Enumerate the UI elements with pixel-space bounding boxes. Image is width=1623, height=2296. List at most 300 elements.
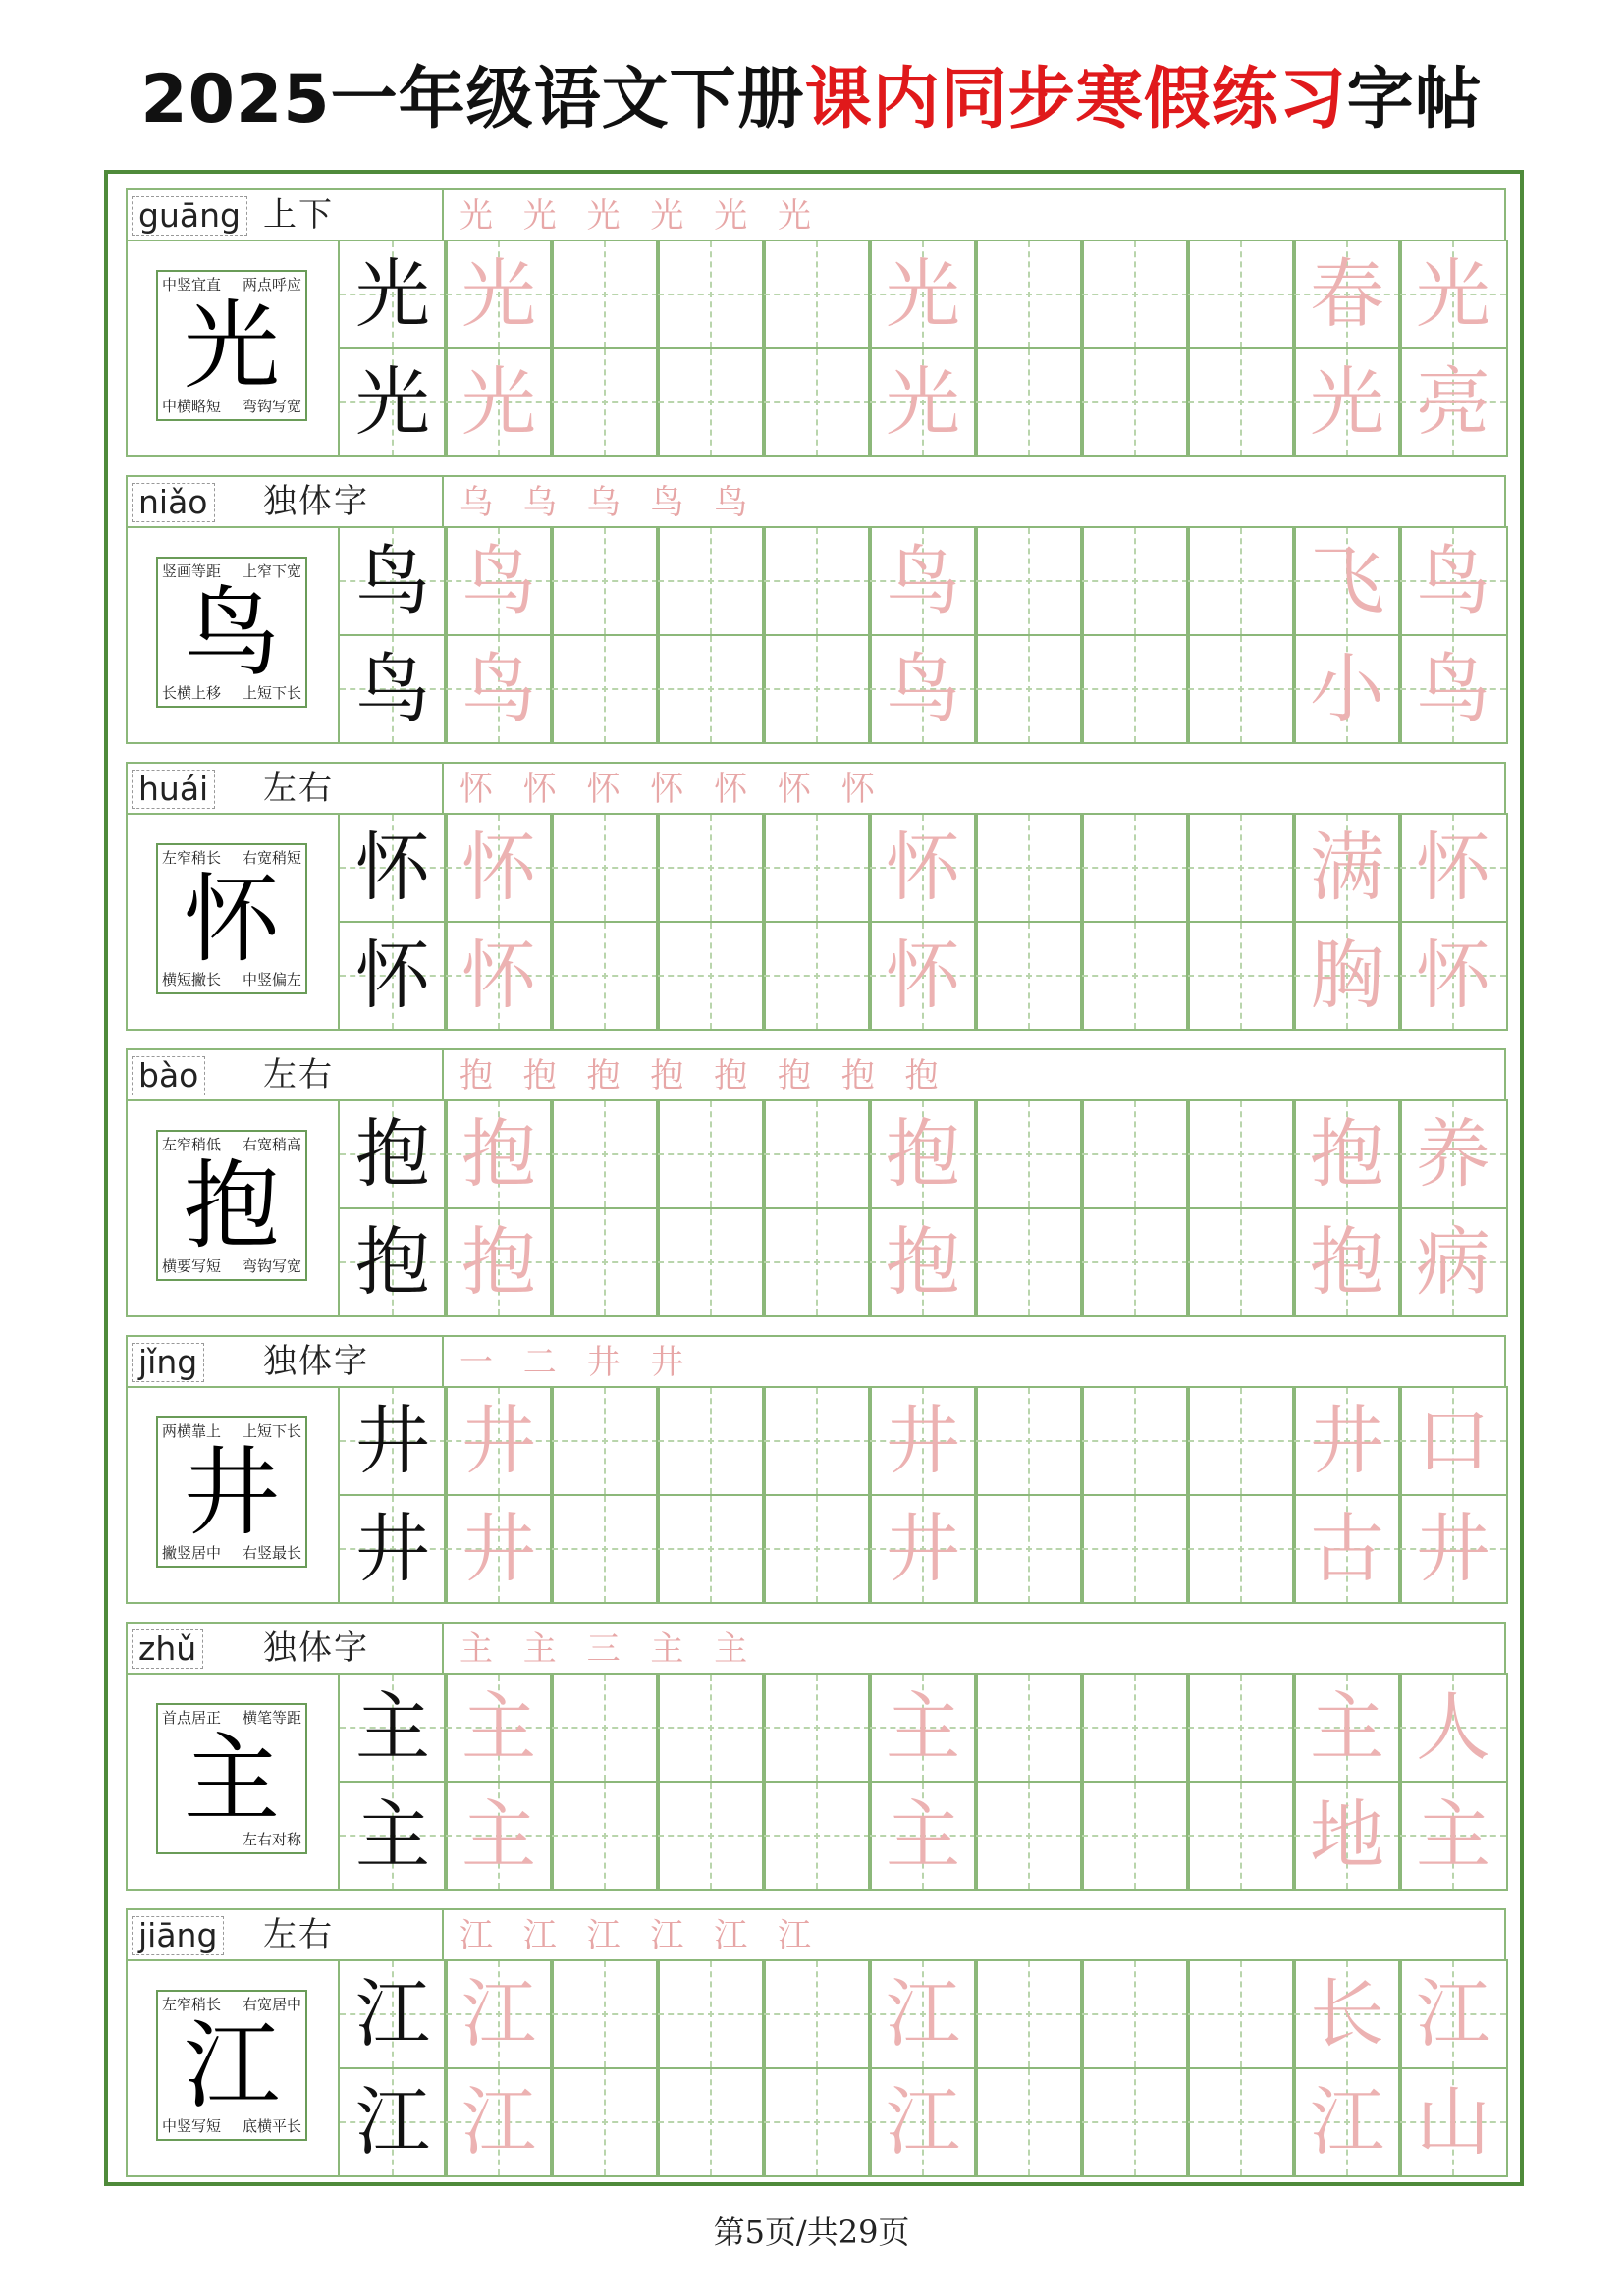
writing-cell[interactable]	[1186, 347, 1296, 457]
writing-cell[interactable]	[1292, 240, 1402, 349]
trace-character: 鸟	[461, 645, 536, 732]
tip-bottom-left: 中横略短	[162, 398, 222, 415]
practice-section	[126, 475, 1504, 742]
stroke-order: 一 二 井 井	[460, 1343, 694, 1382]
stroke-order: 乌 乌 乌 鸟 鸟	[460, 483, 758, 522]
word-trace-character: 主	[1416, 1791, 1490, 1879]
writing-cell[interactable]	[1080, 1099, 1190, 1209]
writing-cell[interactable]	[974, 1494, 1084, 1604]
writing-grid	[338, 1386, 1504, 1602]
model-character: 怀	[355, 932, 430, 1019]
writing-cell[interactable]	[444, 1494, 554, 1604]
writing-cell[interactable]	[1080, 634, 1190, 744]
writing-cell[interactable]	[1080, 240, 1190, 349]
writing-cell[interactable]	[762, 526, 872, 636]
tip-top-right: 右宽稍高	[242, 1136, 301, 1153]
word-trace-character: 怀	[1416, 824, 1490, 911]
writing-cell[interactable]	[444, 813, 554, 923]
writing-cell[interactable]	[444, 2067, 554, 2177]
model-character: 鸟	[355, 645, 430, 732]
page-number: 第5页/共29页	[713, 2214, 910, 2251]
writing-cell[interactable]	[1186, 813, 1296, 923]
pinyin-label: huái	[132, 770, 215, 809]
writing-cell[interactable]	[1398, 1099, 1508, 1209]
writing-cell[interactable]	[1186, 1781, 1296, 1891]
writing-cell[interactable]	[1186, 1494, 1296, 1604]
word-trace-character: 光	[1310, 358, 1384, 446]
writing-cell[interactable]	[974, 347, 1084, 457]
pinyin-label: bào	[132, 1056, 205, 1095]
writing-cell[interactable]	[974, 1673, 1084, 1783]
writing-grid	[338, 1099, 1504, 1315]
writing-cell[interactable]	[1186, 1386, 1296, 1496]
writing-cell[interactable]	[1398, 1207, 1508, 1317]
writing-cell[interactable]	[550, 921, 660, 1031]
word-trace-character: 长	[1310, 1970, 1384, 2057]
writing-cell[interactable]	[550, 526, 660, 636]
example-box	[126, 1673, 340, 1891]
example-character: 井	[183, 1437, 280, 1549]
pinyin-label: guāng	[132, 196, 247, 236]
writing-cell[interactable]	[974, 1781, 1084, 1891]
writing-cell[interactable]	[762, 921, 872, 1031]
section-header	[126, 1622, 1506, 1675]
writing-cell[interactable]	[656, 1207, 766, 1317]
writing-cell[interactable]	[1398, 1959, 1508, 2069]
structure-label: 独体字	[263, 1342, 369, 1381]
writing-cell[interactable]	[550, 1099, 660, 1209]
stroke-order: 抱 抱 抱 抱 抱 抱 抱 抱	[460, 1056, 948, 1095]
writing-cell[interactable]	[762, 813, 872, 923]
model-character: 江	[355, 1970, 430, 2057]
writing-cell[interactable]	[656, 634, 766, 744]
writing-cell[interactable]	[444, 347, 554, 457]
writing-cell[interactable]	[974, 1959, 1084, 2069]
structure-label: 左右	[263, 1055, 334, 1095]
writing-cell[interactable]	[1398, 240, 1508, 349]
tip-bottom-left: 撇竖居中	[162, 1544, 222, 1562]
example-character: 抱	[183, 1150, 280, 1262]
tip-top-right: 右宽稍短	[242, 849, 301, 867]
writing-cell[interactable]	[1080, 1673, 1190, 1783]
writing-cell[interactable]	[868, 1099, 978, 1209]
trace-character: 怀	[461, 932, 536, 1019]
model-character: 抱	[355, 1110, 430, 1198]
practice-section	[126, 188, 1504, 455]
example-box	[126, 813, 340, 1031]
model-character: 光	[355, 358, 430, 446]
writing-cell[interactable]	[338, 1673, 448, 1783]
trace-character: 抱	[886, 1110, 960, 1198]
writing-cell[interactable]	[1292, 347, 1402, 457]
writing-cell[interactable]	[444, 1099, 554, 1209]
tip-bottom-right: 左右对称	[242, 1831, 301, 1848]
writing-cell[interactable]	[868, 1959, 978, 2069]
writing-cell[interactable]	[1080, 1386, 1190, 1496]
tip-top-right: 横笔等距	[242, 1709, 301, 1727]
writing-cell[interactable]	[868, 1386, 978, 1496]
section-header	[126, 1048, 1506, 1101]
trace-character: 抱	[461, 1218, 536, 1306]
word-trace-character: 满	[1310, 824, 1384, 911]
trace-character: 鸟	[461, 537, 536, 624]
word-trace-character: 飞	[1310, 537, 1384, 624]
trace-character: 怀	[461, 824, 536, 911]
writing-cell[interactable]	[762, 1207, 872, 1317]
model-character: 怀	[355, 824, 430, 911]
trace-character: 主	[886, 1791, 960, 1879]
example-card	[156, 270, 307, 421]
writing-cell[interactable]	[1292, 1099, 1402, 1209]
writing-cell[interactable]	[762, 1386, 872, 1496]
writing-cell[interactable]	[550, 813, 660, 923]
writing-cell[interactable]	[1186, 1673, 1296, 1783]
writing-cell[interactable]	[1080, 1959, 1190, 2069]
example-character: 江	[183, 2010, 280, 2122]
tip-top-right: 两点呼应	[242, 276, 301, 294]
structure-label: 上下	[263, 195, 334, 235]
example-box	[126, 1386, 340, 1604]
trace-character: 江	[886, 2078, 960, 2165]
writing-cell[interactable]	[1292, 1673, 1402, 1783]
writing-cell[interactable]	[1186, 921, 1296, 1031]
example-card	[156, 557, 307, 708]
trace-character: 井	[886, 1505, 960, 1592]
writing-cell[interactable]	[1398, 347, 1508, 457]
practice-section	[126, 1908, 1504, 2175]
writing-cell[interactable]	[1080, 1207, 1190, 1317]
tip-bottom-left: 横短撇长	[162, 971, 222, 988]
writing-cell[interactable]	[1398, 1386, 1508, 1496]
writing-cell[interactable]	[656, 2067, 766, 2177]
example-character: 主	[183, 1724, 280, 1836]
word-trace-character: 江	[1416, 1970, 1490, 2057]
word-trace-character: 怀	[1416, 932, 1490, 1019]
trace-character: 鸟	[886, 537, 960, 624]
structure-label: 独体字	[263, 482, 369, 521]
word-trace-character: 春	[1310, 250, 1384, 338]
writing-cell[interactable]	[974, 1207, 1084, 1317]
writing-cell[interactable]	[1080, 813, 1190, 923]
writing-grid	[338, 1673, 1504, 1889]
writing-cell[interactable]	[1398, 1494, 1508, 1604]
example-card	[156, 843, 307, 994]
writing-cell[interactable]	[1292, 813, 1402, 923]
title-part1: 2025一年级语文下册	[140, 61, 805, 138]
writing-cell[interactable]	[338, 1959, 448, 2069]
writing-cell[interactable]	[868, 634, 978, 744]
writing-cell[interactable]	[1186, 1959, 1296, 2069]
writing-cell[interactable]	[868, 813, 978, 923]
trace-character: 光	[461, 358, 536, 446]
writing-cell[interactable]	[974, 921, 1084, 1031]
model-character: 主	[355, 1683, 430, 1771]
writing-cell[interactable]	[338, 2067, 448, 2177]
trace-character: 光	[886, 358, 960, 446]
writing-cell[interactable]	[1292, 2067, 1402, 2177]
writing-cell[interactable]	[338, 1386, 448, 1496]
writing-cell[interactable]	[444, 921, 554, 1031]
writing-cell[interactable]	[1186, 526, 1296, 636]
word-trace-character: 胸	[1310, 932, 1384, 1019]
writing-cell[interactable]	[974, 1386, 1084, 1496]
tip-bottom-right: 上短下长	[242, 684, 301, 702]
tip-top-left: 中竖宜直	[162, 276, 222, 294]
writing-cell[interactable]	[868, 2067, 978, 2177]
writing-cell[interactable]	[868, 347, 978, 457]
word-trace-character: 抱	[1310, 1218, 1384, 1306]
word-trace-character: 井	[1416, 1505, 1490, 1592]
section-header	[126, 188, 1506, 241]
tip-bottom-right: 弯钩写宽	[242, 1257, 301, 1275]
writing-cell[interactable]	[762, 240, 872, 349]
example-card	[156, 1416, 307, 1568]
writing-cell[interactable]	[1398, 2067, 1508, 2177]
stroke-order: 江 江 江 江 江 江	[460, 1916, 822, 1955]
example-box	[126, 526, 340, 744]
writing-cell[interactable]	[868, 921, 978, 1031]
writing-cell[interactable]	[550, 2067, 660, 2177]
writing-cell[interactable]	[550, 1959, 660, 2069]
header-divider	[442, 1624, 444, 1673]
pinyin-label: zhǔ	[132, 1629, 203, 1669]
writing-cell[interactable]	[868, 1781, 978, 1891]
example-card	[156, 1130, 307, 1281]
writing-cell[interactable]	[550, 1781, 660, 1891]
writing-cell[interactable]	[550, 1494, 660, 1604]
writing-cell[interactable]	[868, 1494, 978, 1604]
writing-cell[interactable]	[1398, 634, 1508, 744]
writing-cell[interactable]	[762, 1673, 872, 1783]
writing-cell[interactable]	[974, 526, 1084, 636]
writing-cell[interactable]	[1080, 2067, 1190, 2177]
writing-cell[interactable]	[338, 1207, 448, 1317]
page-title	[0, 61, 1623, 139]
writing-cell[interactable]	[1080, 1781, 1190, 1891]
tip-top-right: 右宽居中	[242, 1996, 301, 2013]
word-trace-character: 主	[1310, 1683, 1384, 1771]
section-header	[126, 1335, 1506, 1388]
writing-cell[interactable]	[550, 347, 660, 457]
title-part3: 字帖	[1346, 61, 1483, 138]
writing-grid	[338, 1959, 1504, 2175]
trace-character: 抱	[461, 1110, 536, 1198]
writing-cell[interactable]	[1292, 1386, 1402, 1496]
writing-cell[interactable]	[1292, 526, 1402, 636]
writing-cell[interactable]	[1398, 921, 1508, 1031]
writing-cell[interactable]	[656, 240, 766, 349]
writing-cell[interactable]	[1398, 1781, 1508, 1891]
title-part2: 课内同步寒假练习	[804, 61, 1347, 138]
writing-cell[interactable]	[338, 240, 448, 349]
writing-cell[interactable]	[974, 1099, 1084, 1209]
writing-cell[interactable]	[1186, 1207, 1296, 1317]
tip-top-right: 上窄下宽	[242, 562, 301, 580]
section-header	[126, 1908, 1506, 1961]
header-divider	[442, 1337, 444, 1386]
writing-cell[interactable]	[444, 634, 554, 744]
word-trace-character: 养	[1416, 1110, 1490, 1198]
example-box	[126, 1099, 340, 1317]
tip-top-left: 左窄稍低	[162, 1136, 222, 1153]
section-header	[126, 475, 1506, 528]
trace-character: 井	[886, 1397, 960, 1484]
example-card	[156, 1990, 307, 2141]
writing-cell[interactable]	[1080, 1494, 1190, 1604]
writing-cell[interactable]	[338, 813, 448, 923]
writing-cell[interactable]	[1186, 634, 1296, 744]
writing-cell[interactable]	[868, 1207, 978, 1317]
writing-cell[interactable]	[656, 1099, 766, 1209]
writing-cell[interactable]	[338, 1494, 448, 1604]
word-trace-character: 山	[1416, 2078, 1490, 2165]
practice-section	[126, 1335, 1504, 1602]
writing-cell[interactable]	[1080, 526, 1190, 636]
word-trace-character: 井	[1310, 1397, 1384, 1484]
stroke-order: 主 主 三 主 主	[460, 1629, 758, 1669]
writing-cell[interactable]	[868, 240, 978, 349]
writing-cell[interactable]	[550, 1386, 660, 1496]
example-card	[156, 1703, 307, 1854]
tip-bottom-right: 中竖偏左	[242, 971, 301, 988]
practice-section	[126, 1048, 1504, 1315]
writing-cell[interactable]	[1398, 1673, 1508, 1783]
word-trace-character: 鸟	[1416, 645, 1490, 732]
writing-cell[interactable]	[868, 1673, 978, 1783]
writing-cell[interactable]	[550, 240, 660, 349]
word-trace-character: 地	[1310, 1791, 1384, 1879]
writing-cell[interactable]	[762, 634, 872, 744]
writing-cell[interactable]	[444, 1673, 554, 1783]
writing-cell[interactable]	[338, 1099, 448, 1209]
model-character: 井	[355, 1505, 430, 1592]
writing-cell[interactable]	[1292, 634, 1402, 744]
trace-character: 光	[886, 250, 960, 338]
trace-character: 江	[461, 1970, 536, 2057]
writing-cell[interactable]	[444, 1959, 554, 2069]
word-trace-character: 人	[1416, 1683, 1490, 1771]
writing-cell[interactable]	[762, 1494, 872, 1604]
writing-cell[interactable]	[974, 240, 1084, 349]
word-trace-character: 小	[1310, 645, 1384, 732]
writing-cell[interactable]	[762, 1959, 872, 2069]
writing-cell[interactable]	[1080, 347, 1190, 457]
tip-bottom-left: 中竖写短	[162, 2117, 222, 2135]
writing-cell[interactable]	[656, 1781, 766, 1891]
writing-cell[interactable]	[656, 813, 766, 923]
trace-character: 井	[461, 1397, 536, 1484]
practice-section	[126, 762, 1504, 1029]
tip-top-left: 左窄稍长	[162, 1996, 222, 2013]
writing-cell[interactable]	[550, 1207, 660, 1317]
tip-top-left: 左窄稍长	[162, 849, 222, 867]
model-character: 光	[355, 250, 430, 338]
writing-cell[interactable]	[656, 347, 766, 457]
model-character: 井	[355, 1397, 430, 1484]
writing-cell[interactable]	[338, 921, 448, 1031]
writing-cell[interactable]	[1398, 813, 1508, 923]
writing-cell[interactable]	[762, 1099, 872, 1209]
writing-cell[interactable]	[550, 634, 660, 744]
writing-cell[interactable]	[1186, 240, 1296, 349]
example-box	[126, 1959, 340, 2177]
writing-cell[interactable]	[656, 526, 766, 636]
tip-bottom-right: 底横平长	[242, 2117, 301, 2135]
header-divider	[442, 1050, 444, 1099]
word-trace-character: 亮	[1416, 358, 1490, 446]
tip-bottom-right: 弯钩写宽	[242, 398, 301, 415]
trace-character: 抱	[886, 1218, 960, 1306]
writing-cell[interactable]	[974, 2067, 1084, 2177]
writing-cell[interactable]	[656, 1959, 766, 2069]
writing-cell[interactable]	[868, 526, 978, 636]
writing-cell[interactable]	[338, 634, 448, 744]
writing-cell[interactable]	[1292, 1207, 1402, 1317]
writing-cell[interactable]	[974, 634, 1084, 744]
writing-cell[interactable]	[1186, 2067, 1296, 2177]
writing-cell[interactable]	[444, 240, 554, 349]
header-divider	[442, 477, 444, 526]
writing-cell[interactable]	[1186, 1099, 1296, 1209]
writing-cell[interactable]	[762, 1781, 872, 1891]
example-character: 光	[183, 291, 280, 402]
trace-character: 怀	[886, 932, 960, 1019]
word-trace-character: 古	[1310, 1505, 1384, 1592]
tip-bottom-right: 右竖最长	[242, 1544, 301, 1562]
writing-cell[interactable]	[1292, 1959, 1402, 2069]
word-trace-character: 光	[1416, 250, 1490, 338]
stroke-order: 怀 怀 怀 怀 怀 怀 怀	[460, 770, 885, 809]
writing-cell[interactable]	[1292, 1781, 1402, 1891]
model-character: 主	[355, 1791, 430, 1879]
writing-cell[interactable]	[762, 2067, 872, 2177]
writing-cell[interactable]	[656, 1386, 766, 1496]
writing-cell[interactable]	[550, 1673, 660, 1783]
writing-cell[interactable]	[338, 526, 448, 636]
writing-cell[interactable]	[338, 347, 448, 457]
trace-character: 主	[886, 1683, 960, 1771]
writing-cell[interactable]	[444, 1386, 554, 1496]
writing-cell[interactable]	[656, 1494, 766, 1604]
writing-cell[interactable]	[1292, 921, 1402, 1031]
tip-top-left: 两横靠上	[162, 1422, 222, 1440]
writing-cell[interactable]	[1292, 1494, 1402, 1604]
writing-cell[interactable]	[974, 813, 1084, 923]
writing-cell[interactable]	[444, 526, 554, 636]
pinyin-label: niǎo	[132, 483, 215, 522]
writing-cell[interactable]	[656, 921, 766, 1031]
section-header	[126, 762, 1506, 815]
trace-character: 井	[461, 1505, 536, 1592]
tip-bottom-left: 横要写短	[162, 1257, 222, 1275]
example-box	[126, 240, 340, 457]
writing-cell[interactable]	[1080, 921, 1190, 1031]
writing-cell[interactable]	[1398, 526, 1508, 636]
writing-cell[interactable]	[762, 347, 872, 457]
structure-label: 左右	[263, 1915, 334, 1954]
word-trace-character: 抱	[1310, 1110, 1384, 1198]
model-character: 江	[355, 2078, 430, 2165]
structure-label: 独体字	[263, 1629, 369, 1668]
writing-cell[interactable]	[444, 1207, 554, 1317]
trace-character: 主	[461, 1791, 536, 1879]
stroke-order: 光 光 光 光 光 光	[460, 196, 822, 236]
writing-grid	[338, 813, 1504, 1029]
writing-cell[interactable]	[338, 1781, 448, 1891]
writing-cell[interactable]	[656, 1673, 766, 1783]
writing-cell[interactable]	[444, 1781, 554, 1891]
word-trace-character: 口	[1416, 1397, 1490, 1484]
